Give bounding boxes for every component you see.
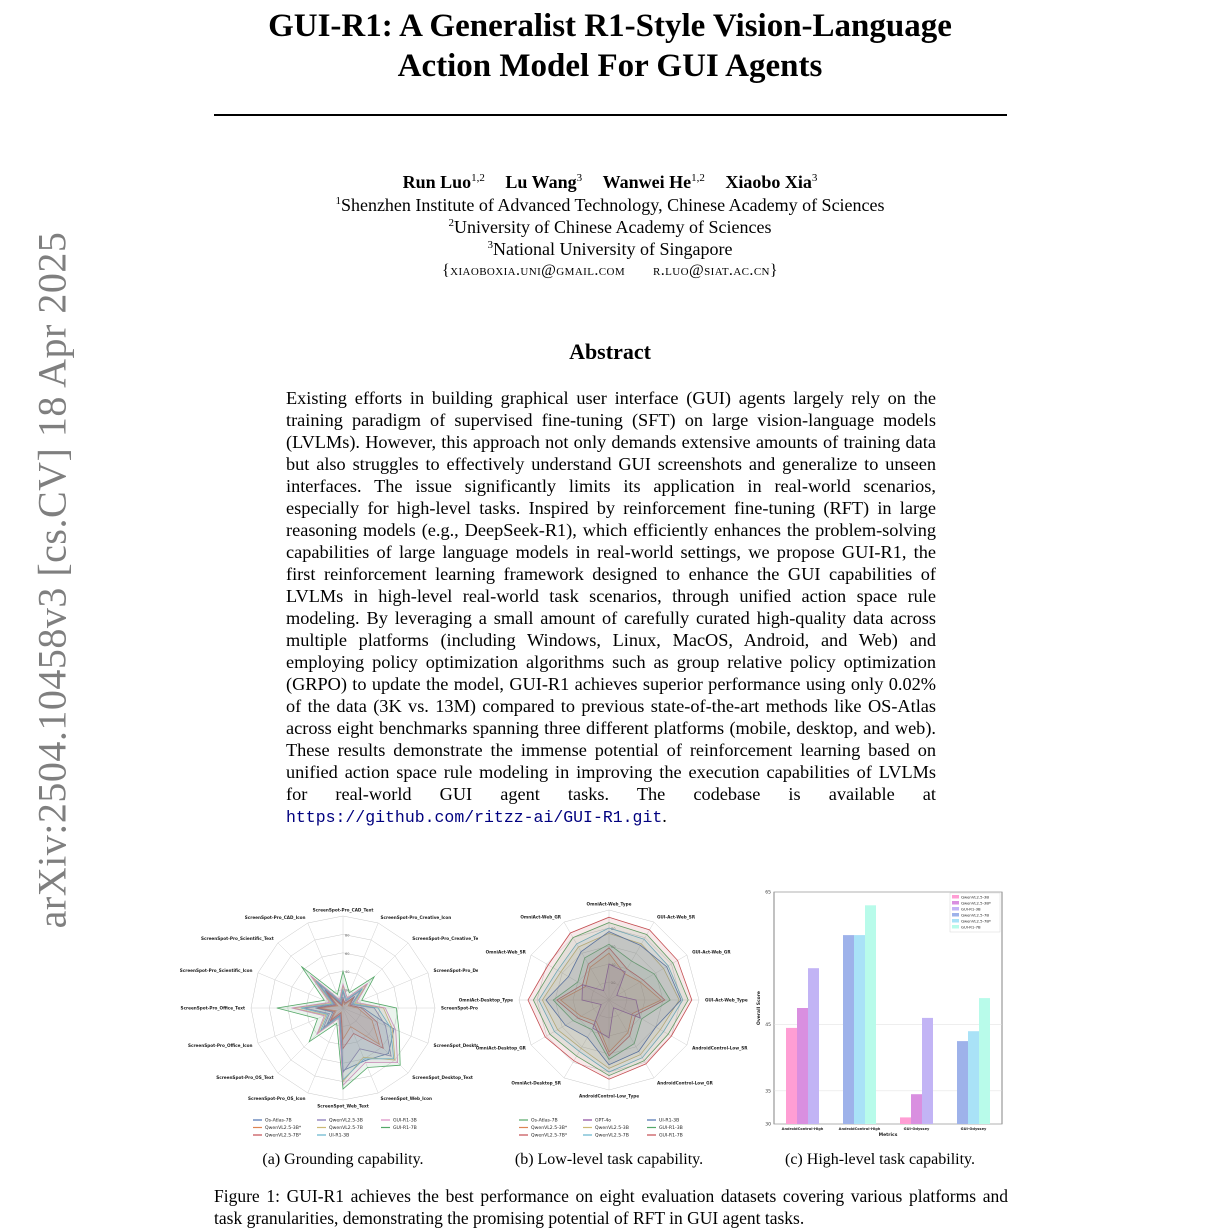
legend-entry: GUI-R1-3B <box>961 906 981 912</box>
bar <box>865 905 876 1124</box>
radar-axis-label: ScreenSpot-Pro_CAD_Text <box>312 907 374 913</box>
radar-axis-label: ScreenSpot_Desktop_Icon <box>433 1043 495 1048</box>
radar-axis-label: OmniAct-Desktop_SR <box>511 1080 561 1086</box>
legend-swatch <box>952 925 959 929</box>
author: Wanwei He$^{1,2}$ <box>602 172 705 192</box>
legend-entry: QwenVL2.5-3B* <box>265 1126 302 1132</box>
bar <box>968 1031 979 1124</box>
x-tick-label: GUI-Odyssey <box>960 1127 987 1131</box>
legend-entry: Os-Atlas-7B <box>265 1118 292 1124</box>
x-tick-label: AndroidControl-High <box>838 1127 881 1131</box>
bar <box>957 1041 968 1124</box>
radar-ring-label: 40 <box>345 970 350 975</box>
radar-axis-label: ScreenSpot-Pro_Dev_Text <box>441 1005 501 1011</box>
legend-entry: QwenVL2.5-7B* <box>961 918 991 924</box>
high-level-bar-chart <box>752 884 1008 1138</box>
radar-axis-label: AndroidControl-Low_Type <box>578 1093 640 1099</box>
bar <box>786 1028 797 1124</box>
radar-ring-label: 80 <box>611 927 616 931</box>
author: Run Luo$^{1,2}$ <box>402 172 485 192</box>
x-tick-label: AndroidControl-High <box>781 1127 824 1131</box>
radar-series-line <box>528 917 692 1079</box>
paper-title <box>210 6 1010 86</box>
bar <box>797 1008 808 1124</box>
legend-entry: QwenVL2.5-3B* <box>961 900 991 906</box>
bar <box>922 1018 933 1124</box>
legend-swatch <box>952 919 959 923</box>
bar <box>854 935 865 1124</box>
legend-swatch <box>952 907 959 911</box>
radar-axis-label: ScreenSpot-Pro_OS_Icon <box>247 1096 306 1101</box>
y-axis-label: Overall Score <box>757 991 762 1025</box>
arxiv-identifier: arXiv:2504.10458v3 [cs.CV] 18 Apr 2025 <box>29 231 75 929</box>
author-emails: {xiaoboxia.uni@gmail.com r.luo@siat.ac.cn} <box>442 262 778 279</box>
legend-entry: QwenVL2.5-3B <box>961 894 989 900</box>
legend-entry: QwenVL2.5-7B* <box>531 1133 568 1139</box>
affiliation: $^3$National University of Singapore <box>487 239 733 259</box>
legend-entry: Os-Atlas-7B <box>531 1118 558 1124</box>
email[interactable]: xiaoboxia.uni@gmail.com <box>450 262 626 279</box>
title-line-1: GUI-R1: A Generalist R1-Style Vision-Language <box>268 8 952 44</box>
legend-entry: QwenVL2.5-3B* <box>531 1126 568 1132</box>
legend-entry: QwenVL2.5-3B <box>595 1126 629 1132</box>
radar-axis-label: ScreenSpot-Pro_OS_Text <box>216 1074 274 1080</box>
author-list <box>250 171 970 193</box>
radar-axis-label: ScreenSpot-Pro_Scientific_Text <box>201 936 274 942</box>
subcaption-b: (b) Low-level task capability. <box>514 1151 704 1168</box>
y-tick-label: 65 <box>765 890 771 896</box>
radar-axis-label: OmniAct-Web_Type <box>586 901 632 907</box>
radar-axis-label: OmniAct-Desktop_GR <box>475 1045 526 1051</box>
legend-entry: GUI-R1-7B <box>393 1126 417 1132</box>
author: Lu Wang$^3$ <box>505 172 583 192</box>
bar <box>808 968 819 1124</box>
radar-axis-label: ScreenSpot_Web_Text <box>317 1103 369 1109</box>
y-tick-label: 35 <box>765 1089 771 1095</box>
email[interactable]: r.luo@siat.ac.cn <box>653 262 770 279</box>
radar-ring-label: 20 <box>611 981 616 985</box>
legend-swatch <box>952 913 959 917</box>
y-tick-label: 45 <box>765 1023 771 1029</box>
subcaption-a: (a) Grounding capability. <box>262 1151 424 1168</box>
figure-caption: Figure 1: GUI-R1 achieves the best performance on eight evaluation datasets covering various platforms and task granularities, demonstrating the promising potential of RFT in GUI agent tasks. <box>214 1186 1008 1228</box>
legend-swatch <box>952 901 959 905</box>
legend-entry: QwenVL2.5-7B* <box>265 1133 302 1139</box>
abstract-heading: Abstract <box>569 339 651 364</box>
title-rule <box>214 114 1007 116</box>
x-tick-label: GUI-Odyssey <box>903 1127 930 1131</box>
radar-ring-label: 40 <box>611 963 616 967</box>
legend-entry: GUI-R1-7B <box>961 924 981 930</box>
title-line-2: Action Model For GUI Agents <box>397 48 823 84</box>
radar-axis-label: OmniAct-Web_GR <box>520 914 561 920</box>
bar <box>979 998 990 1124</box>
radar-axis-label: ScreenSpot-Pro_Creative_Icon <box>380 915 452 920</box>
radar-axis-label: ScreenSpot-Pro_Office_Text <box>180 1005 245 1011</box>
radar-axis-label: ScreenSpot-Pro_Office_Icon <box>187 1043 253 1048</box>
radar-ring-label: 20 <box>345 988 350 993</box>
radar-axis-label: ScreenSpot-Pro_Scientific_Icon <box>179 968 253 973</box>
radar-ring-label: 60 <box>345 951 350 956</box>
radar-axis-label: GUI-Act-Web_SR <box>657 914 696 920</box>
radar-ring-label: 80 <box>345 933 350 938</box>
bar <box>900 1117 911 1124</box>
radar-axis-label: GUI-Act-Web_GR <box>692 949 731 955</box>
radar-axis-label: ScreenSpot_Desktop_Text <box>412 1074 473 1080</box>
legend-entry: QwenVL2.5-7B <box>595 1133 629 1139</box>
radar-axis-label: OmniAct-Desktop_Type <box>458 997 513 1003</box>
abstract-body: Existing efforts in building graphical user interface (GUI) agents largely rely on the training paradigm of supervised fine-tuning (SFT) on large vision-language models (LVLMs). However, this approach not only demands extensive amounts of training data but also struggles to effectively understand GUI screenshots and generalize to unseen interfaces. The issue significantly limits its application in real-world scenarios, especially for high-level tasks. Inspired by reinforcement fine-tuning (RFT) in large reasoning models (e.g., DeepSeek-R1), which efficiently enhances the problem-solving capabilities of large language models in real-world settings, we propose GUI-R1, the first reinforcement learning framework designed to enhance the GUI capabilities of LVLMs in high-level real-world task scenarios, through unified action space rule modeling. By leveraging a small amount of carefully curated high-quality data across multiple platforms (including Windows, Linux, MacOS, Android, and Web) and employing policy optimization algorithms such as group relative policy optimization (GRPO) to update the model, GUI-R1 achieves superior performance using only 0.02% of the data (3K vs. 13M) compared to previous state-of-the-art methods like OS-Atlas across eight benchmarks spanning three different platforms (mobile, desktop, and web). These results demonstrate the immense potential of reinforcement learning based on unified action space rule modeling in improving the execution capabilities of LVLMs for real-world GUI agent tasks. The codebase is available at https://github.com/ritzz-ai/GUI-R1.git. <box>286 388 936 827</box>
bar <box>911 1094 922 1124</box>
radar-axis-label: AndroidControl-Low_SR <box>692 1045 748 1051</box>
legend-entry: GUI-R1-3B <box>659 1126 683 1132</box>
radar-axis-label: ScreenSpot_Web_Icon <box>380 1096 433 1101</box>
legend-entry: QwenVL2.5-7B <box>961 912 989 918</box>
radar-ring-label: 60 <box>611 945 616 949</box>
radar-axis-label: ScreenSpot-Pro_Dev_Icon <box>433 968 494 973</box>
legend-entry: GUI-R1-7B <box>659 1133 683 1139</box>
radar-axis-label: AndroidControl-Low_GR <box>657 1080 713 1086</box>
affiliation: $^2$University of Chinese Academy of Sciences <box>448 217 772 237</box>
radar-axis-label: GUI-Act-Web_Type <box>705 997 748 1003</box>
subcaption-c: (c) High-level task capability. <box>785 1151 975 1168</box>
bar <box>843 935 854 1124</box>
legend-entry: QwenVL2.5-7B <box>329 1126 363 1132</box>
codebase-link[interactable]: https://github.com/ritzz-ai/GUI-R1.git <box>286 808 663 827</box>
legend-entry: QwenVL2.5-3B <box>329 1118 363 1124</box>
legend-entry: GPT-4o <box>595 1118 612 1124</box>
legend-swatch <box>952 895 959 899</box>
affiliation: $^1$Shenzhen Institute of Advanced Technology, Chinese Academy of Sciences <box>335 195 885 215</box>
y-tick-label: 30 <box>765 1122 771 1128</box>
legend-entry: UI-R1-3B <box>659 1118 680 1124</box>
x-axis-label: Metrics <box>878 1133 898 1138</box>
legend-entry: UI-R1-3B <box>329 1133 350 1139</box>
author: Xiaobo Xia$^3$ <box>725 172 818 192</box>
radar-axis-label: OmniAct-Web_SR <box>485 949 526 955</box>
radar-axis-label: ScreenSpot-Pro_CAD_Icon <box>244 915 306 920</box>
radar-axis-label: ScreenSpot-Pro_Creative_Text <box>412 936 484 942</box>
legend-entry: GUI-R1-3B <box>393 1118 417 1124</box>
